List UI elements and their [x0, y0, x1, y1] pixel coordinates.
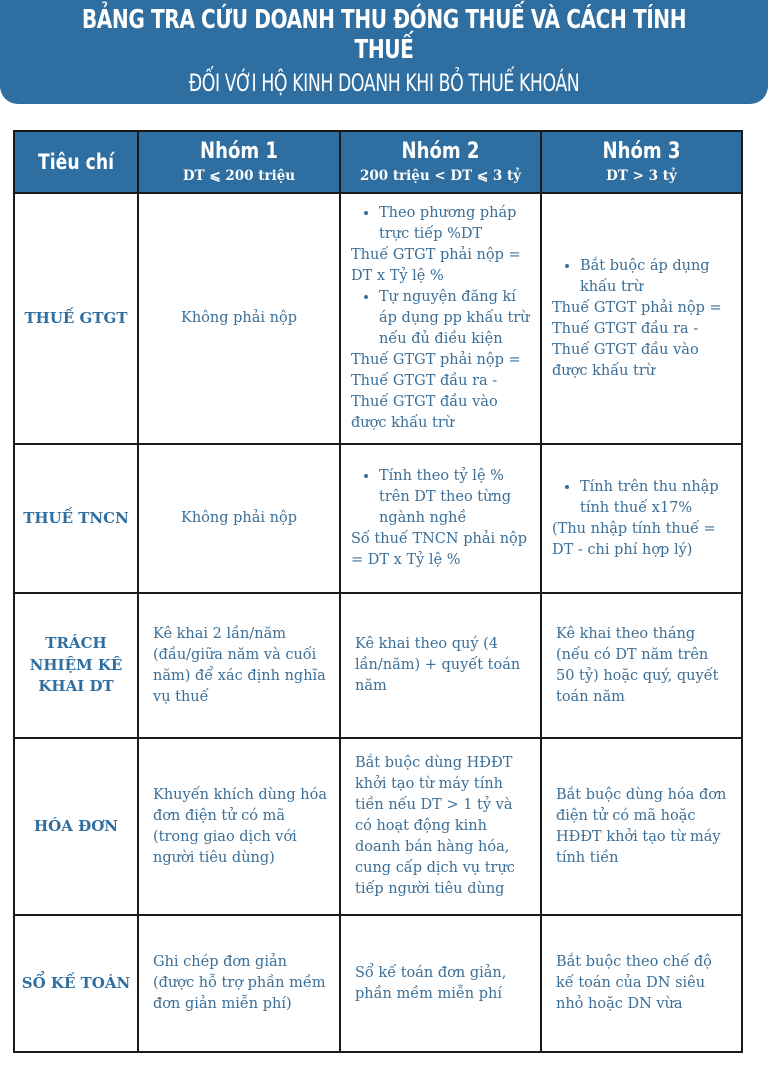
tncn-g2-bullet-1: • Tính theo tỷ lệ % trên DT theo từng ngành nghề	[379, 466, 536, 529]
tncn-group-3	[541, 444, 742, 593]
gtgt-g2-formula-2: Thuế GTGT phải nộp = Thuế GTGT đầu ra - Thuế GTGT đầu vào được khấu trừ	[351, 352, 521, 431]
group-2-range: 200 triệu < DT ⩽ 3 tỷ	[359, 168, 522, 185]
tncn-g3-formula-1: (Thu nhập tính thuế = DT - chi phí hợp lý)	[552, 520, 716, 558]
sokt-g2-text: Sổ kế toán đơn giản, phần mềm miễn phí	[355, 964, 507, 1002]
group-3-range: DT > 3 tỷ	[606, 168, 677, 185]
khai-group-2	[340, 593, 541, 738]
title-banner	[0, 0, 768, 104]
table-row	[14, 738, 742, 915]
header-group-1	[138, 131, 340, 193]
gtgt-g3-formula-1: Thuế GTGT phải nộp = Thuế GTGT đầu ra - Thuế GTGT đầu vào được khấu trừ	[552, 299, 722, 379]
gtgt-g2-formula-1: Thuế GTGT phải nộp = DT x Tỷ lệ %	[351, 247, 521, 284]
tncn-g2-formula-1: Số thuế TNCN phải nộp = DT x Tỷ lệ %	[351, 531, 528, 568]
hoadon-g2-text: Bắt buộc dùng HĐĐT khởi tạo từ máy tính tiền nếu DT > 1 tỷ và có hoạt động kinh doanh bán hàng hóa, cung cấp dịch vụ trực tiếp người tiêu dùng	[355, 755, 515, 897]
khai-g2-text: Kê khai theo quý (4 lần/năm) + quyết toán năm	[355, 636, 521, 694]
row-label-sokt: SỔ KẾ TOÁN	[14, 915, 138, 1052]
sokt-group-3	[541, 915, 742, 1052]
sokt-group-2	[340, 915, 541, 1052]
hoadon-group-2	[340, 738, 541, 915]
row-label-gtgt: THUẾ GTGT	[14, 193, 138, 444]
khai-group-1	[138, 593, 340, 738]
hoadon-g1-text: Khuyến khích dùng hóa đơn điện tử có mã (trong giao dịch với người tiêu dùng)	[153, 786, 327, 866]
tncn-group-1: Không phải nộp	[138, 444, 340, 593]
tncn-group-2	[340, 444, 541, 593]
sokt-g1-text: Ghi chép đơn giản (được hỗ trợ phần mềm đơn giản miễn phí)	[153, 954, 326, 1012]
row-label-khai: TRÁCH NHIỆM KÊ KHAI DT	[14, 593, 138, 738]
sokt-g3-text: Bắt buộc theo chế độ kế toán của DN siêu nhỏ hoặc DN vừa	[556, 954, 712, 1012]
header-group-3	[541, 131, 742, 193]
hoadon-g3-text: Bắt buộc dùng hóa đơn điện tử có mã hoặc HĐĐT khởi tạo từ máy tính tiền	[556, 786, 727, 866]
gtgt-g3-bullet-1: • Bắt buộc áp dụng khấu trừ	[580, 256, 737, 298]
banner-title-line1: BẢNG TRA CỨU DOANH THU ĐÓNG THUẾ VÀ CÁCH TÍNH THUẾ	[81, 5, 687, 66]
gtgt-g2-bullet-1: • Theo phương pháp trực tiếp %DT	[379, 203, 536, 245]
header-criteria	[14, 131, 138, 193]
gtgt-g2-bullet-2: • Tự nguyện đăng kí áp dụng pp khấu trừ nếu đủ điều kiện	[379, 287, 536, 350]
group-3-name: Nhóm 3	[602, 138, 681, 164]
row-label-tncn: THUẾ TNCN	[14, 444, 138, 593]
table-row	[14, 444, 742, 593]
khai-g1-text: Kê khai 2 lần/năm (đầu/giữa năm và cuối năm) để xác định nghĩa vụ thuế	[153, 625, 326, 705]
table-row	[14, 915, 742, 1052]
group-1-name: Nhóm 1	[200, 138, 278, 164]
hoadon-group-1	[138, 738, 340, 915]
gtgt-group-2	[340, 193, 541, 444]
khai-g3-text: Kê khai theo tháng (nếu có DT năm trên 50 tỷ) hoặc quý, quyết toán năm	[556, 625, 719, 705]
tax-lookup-table	[13, 130, 743, 1053]
header-criteria-label: Tiêu chí	[38, 150, 114, 174]
khai-group-3	[541, 593, 742, 738]
sokt-group-1	[138, 915, 340, 1052]
gtgt-group-3	[541, 193, 742, 444]
banner-title-line2: ĐỐI VỚI HỘ KINH DOANH KHI BỎ THUẾ KHOÁN	[188, 69, 580, 98]
tncn-g3-bullet-1: • Tính trên thu nhập tính thuế x17%	[580, 477, 737, 519]
group-2-name: Nhóm 2	[401, 138, 480, 164]
group-1-range: DT ⩽ 200 triệu	[182, 168, 296, 185]
row-label-hoadon: HÓA ĐƠN	[14, 738, 138, 915]
table-row	[14, 593, 742, 738]
hoadon-group-3	[541, 738, 742, 915]
header-group-2	[340, 131, 541, 193]
table-row	[14, 193, 742, 444]
header-row	[14, 131, 742, 193]
gtgt-group-1: Không phải nộp	[138, 193, 340, 444]
